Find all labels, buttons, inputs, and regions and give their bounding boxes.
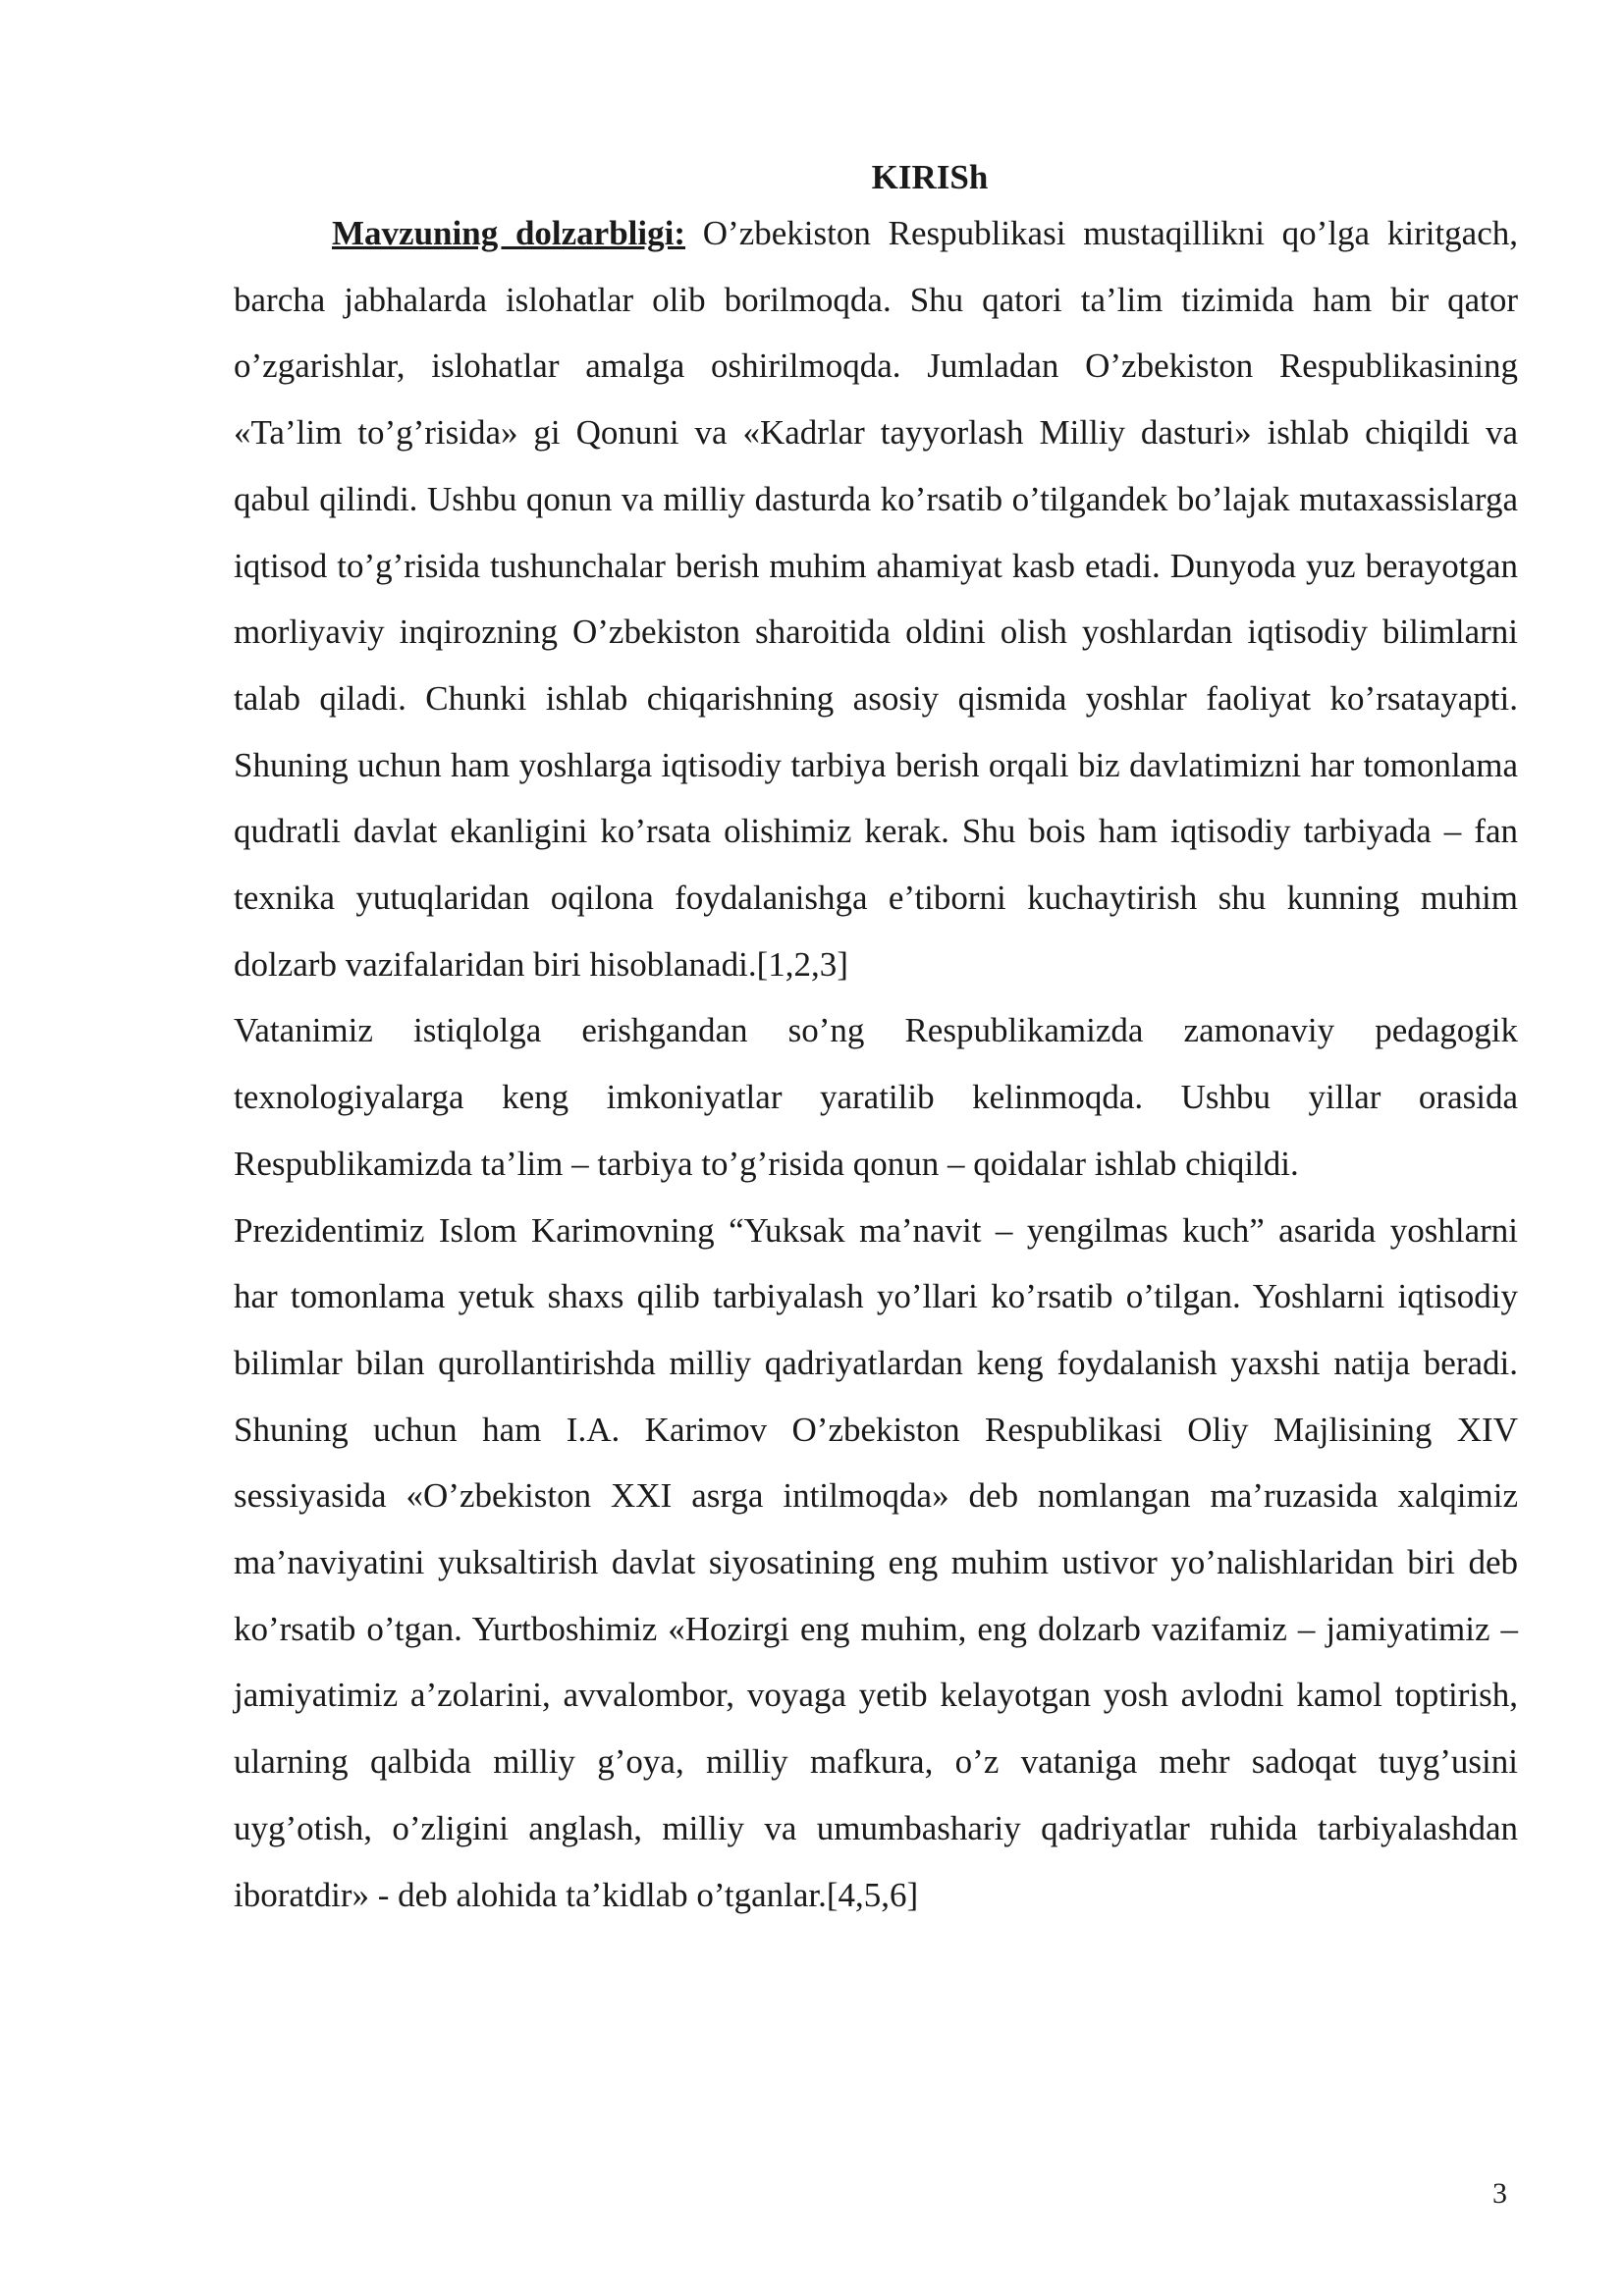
intro-text: O’zbekiston Respublikasi mustaqillikni qo’lga kiritgach, barcha jabhalarda islohatlar olib borilmoqda. Shu qatori ta’lim tizimida ham bir qator o’zgarishlar, islohatlar amalga oshirilmoqda. Jumladan O’zbekiston Respublikasining «Ta’lim to’g’risida» gi Qonuni va «Kadrlar tayyorlash Milliy dasturi» ishlab chiqildi va qabul qilindi. Ushbu qonun va milliy dasturda ko’rsatib o’tilgandek bo’lajak mutaxassislarga iqtisod to’g’risida tushunchalar berish muhim ahamiyat kasb etadi. Dunyoda yuz berayotgan morliyaviy inqirozning O’zbekiston sharoitida oldini olish yoshlardan iqtisodiy bilimlarni talab qiladi. Chunki ishlab chiqarishning asosiy qismida yoshlar faoliyat ko’rsatayapti. Shuning uchun ham yoshlarga iqtisodiy tarbiya berish orqali biz davlatimizni har tomonlama qudratli davlat ekanligini ko’rsata olishimiz kerak. Shu bois ham iqtisodiy tarbiyada – fan texnika yutuqlaridan oqilona foydalanishga e’tiborni kuchaytirish shu kunning muhim dolzarb vazifalaridan biri hisoblanadi.[1,2,3]	[234, 214, 1518, 984]
document-page	[234, 155, 1518, 1928]
section-title: KIRISh	[871, 158, 989, 196]
intro-paragraph	[234, 200, 1518, 997]
paragraph-2: Vatanimiz istiqlolga erishgandan so’ng Respublikamizda zamonaviy pedagogik texnologiyalarga keng imkoniyatlar yaratilib kelinmoqda. Ushbu yillar orasida Respublikamizda ta’lim – tarbiya to’g’risida qonun – qoidalar ishlab chiqildi.	[234, 1011, 1518, 1183]
page-number: 3	[1492, 2177, 1507, 2210]
paragraph-3: Prezidentimiz Islom Karimovning “Yuksak ma’navit – yengilmas kuch” asarida yoshlarni har tomonlama yetuk shaxs qilib tarbiyalash yo’llari ko’rsatib o’tilgan. Yoshlarni iqtisodiy bilimlar bilan qurollantirishda milliy qadriyatlardan keng foydalanish yaxshi natija beradi. Shuning uchun ham I.A. Karimov O’zbekiston Respublikasi Oliy Majlisining XIV sessiyasida «O’zbekiston XXI asrga intilmoqda» deb nomlangan ma’ruzasida xalqimiz ma’naviyatini yuksaltirish davlat siyosatining eng muhim ustivor yo’nalishlaridan biri deb ko’rsatib o’tgan. Yurtboshimiz «Hozirgi eng muhim, eng dolzarb vazifamiz – jamiyatimiz – jamiyatimiz a’zolarini, avvalombor, voyaga yetib kelayotgan yosh avlodni kamol toptirish, ularning qalbida milliy g’oya, milliy mafkura, o’z vataniga mehr sadoqat tuyg’usini uyg’otish, o’zligini anglash, milliy va umumbashariy qadriyatlar ruhida tarbiyalashdan iboratdir» - deb alohida ta’kidlab o’tganlar.[4,5,6]	[234, 1210, 1518, 1914]
intro-lead: Mavzuning dolzarbligi:	[332, 214, 686, 252]
